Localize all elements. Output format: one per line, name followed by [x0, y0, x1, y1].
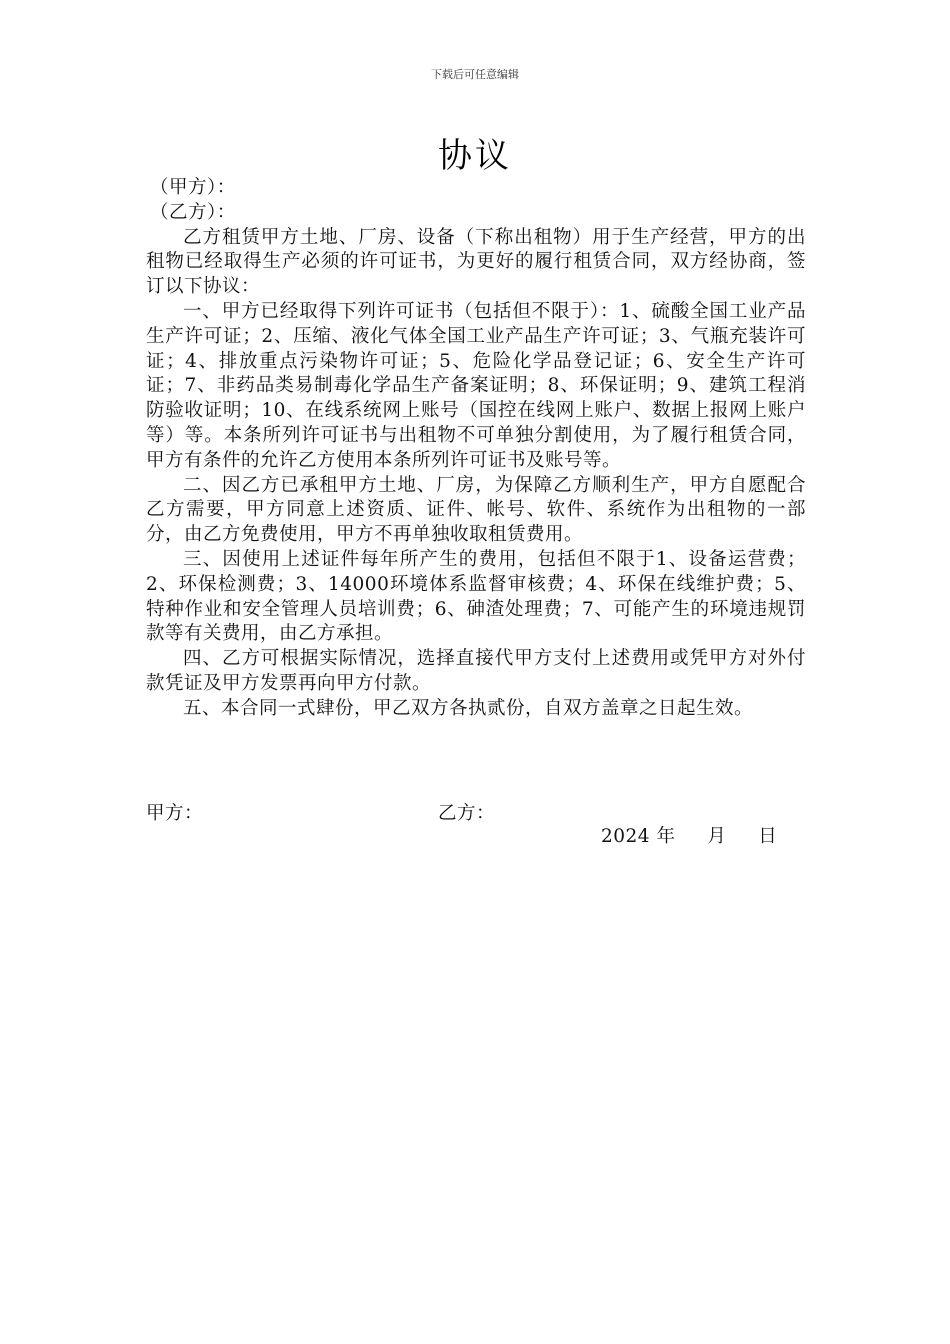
clause-5: 五、本合同一式肆份，甲乙双方各执贰份，自双方盖章之日起生效。 [183, 697, 754, 719]
intro-paragraph: 乙方租赁甲方土地、厂房、设备（下称出租物）用于生产经营，甲方的出租物已经取得生产必须的许可证书，为更好的履行租赁合同，双方经协商，签订以下协议： [146, 226, 806, 298]
signature-party-a: 甲方： [146, 803, 204, 824]
party-a-line: （甲方）： [150, 177, 236, 198]
clause-3: 三、因使用上述证件每年所产生的费用，包括但不限于1、设备运营费；2、环保检测费；3、14000环境体系监督审核费；4、环保在线维护费；5、特种作业和安全管理人员培训费；6、砷渣处理费；7、可能产生的环境违规罚款等有关费用，由乙方承担。 [146, 548, 806, 645]
agreement-body [146, 176, 806, 722]
clause-2: 二、因乙方已承租甲方土地、厂房，为保障乙方顺利生产，甲方自愿配合乙方需要，甲方同意上述资质、证件、帐号、软件、系统作为出租物的一部分，由乙方免费使用，甲方不再单独收取租赁费用。 [146, 474, 806, 546]
header-note: 下载后可任意编辑 [431, 68, 519, 81]
signing-date: 2024 年 月 日 [601, 826, 778, 847]
clause-4: 四、乙方可根据实际情况，选择直接代甲方支付上述费用或凭甲方对外付款凭证及甲方发票再向甲方付款。 [146, 648, 806, 694]
clause-1: 一、甲方已经取得下列许可证书（包括但不限于）：1、硫酸全国工业产品生产许可证；2、压缩、液化气体全国工业产品生产许可证；3、气瓶充装许可证；4、排放重点污染物许可证；5、危险化学品登记证；6、安全生产许可证；7、非药品类易制毒化学品生产备案证明；8、环保证明；9、建筑工程消防验收证明；10、在线系统网上账号（国控在线网上账户、数据上报网上账户等）等。本条所列许可证书与出租物不可单独分割使用，为了履行租赁合同，甲方有条件的允许乙方使用本条所列许可证书及账号等。 [146, 300, 806, 471]
party-b-line: （乙方）： [150, 201, 236, 223]
document-title: 协议 [438, 136, 512, 176]
signature-party-b: 乙方： [438, 803, 496, 824]
